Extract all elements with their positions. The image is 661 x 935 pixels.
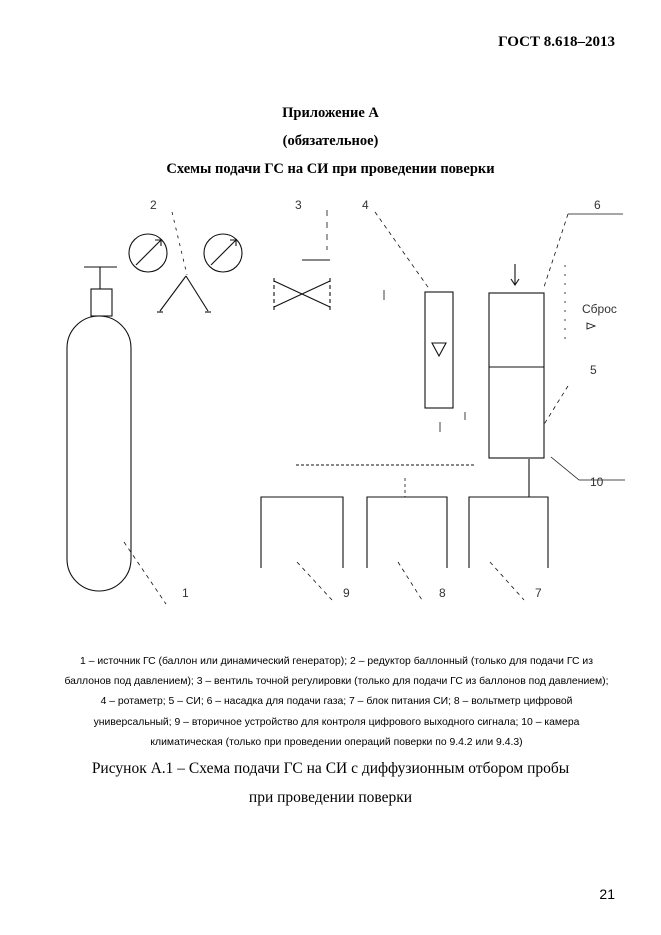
label-1: 1 xyxy=(182,586,189,600)
appendix-title: Приложение А xyxy=(282,105,379,121)
fine-valve-icon xyxy=(274,260,330,310)
appendix-status: (обязательное) xyxy=(282,133,379,149)
label-6: 6 xyxy=(594,198,601,212)
voltmeter-8 xyxy=(367,497,447,568)
page-number: 21 xyxy=(599,886,615,902)
leader-2 xyxy=(172,212,187,275)
instrument-icon xyxy=(489,293,544,458)
appendix-subtitle: Схемы подачи ГС на СИ при проведении поверки xyxy=(166,161,495,177)
figure-legend: 1 – источник ГС (баллон или динамический генератор); 2 – редуктор баллонный (только для подачи ГС из баллонов под давлением); 3 – вентиль точной регулировки (только для подачи ГС из баллонов под давлением); 4 – ротаметр; 5 – СИ; 6 – насадка для подачи газа; 7 – блок питания СИ; 8 – вольтметр цифровой универсальный; 9 – вторичное устройство для контроля цифрового выходного сигнала; 10 – камера климатическая (только при проведении операций поверки по 9.4.2 или 9.4.3) xyxy=(64,656,609,748)
leader-1 xyxy=(124,542,166,604)
standard-header: ГОСТ 8.618–2013 xyxy=(498,34,615,50)
gas-cylinder-icon xyxy=(67,267,131,591)
secondary-device-9 xyxy=(261,497,343,568)
power-supply-7 xyxy=(469,497,548,568)
label-5: 5 xyxy=(590,363,597,377)
pressure-gauge-icon xyxy=(204,234,242,272)
reducer-icon xyxy=(157,276,211,312)
pressure-gauge-icon xyxy=(129,234,167,272)
arrow-down-icon xyxy=(511,264,519,285)
leader-8 xyxy=(398,562,422,600)
label-2: 2 xyxy=(150,198,157,212)
label-9: 9 xyxy=(343,586,350,600)
label-8: 8 xyxy=(439,586,446,600)
leader-4 xyxy=(375,212,430,290)
label-3: 3 xyxy=(295,198,302,212)
leader-9 xyxy=(297,562,332,600)
gas-supply-diagram xyxy=(0,190,661,620)
vent-label: Сброс xyxy=(582,302,617,316)
arrow-right-icon xyxy=(587,323,595,329)
label-4: 4 xyxy=(362,198,369,212)
figure-caption-line-2: при проведении поверки xyxy=(248,789,413,806)
leader-5 xyxy=(543,386,568,426)
rotameter-icon xyxy=(425,292,453,408)
label-7: 7 xyxy=(535,586,542,600)
figure-caption-line-1: Рисунок А.1 – Схема подачи ГС на СИ с диффузионным отбором пробы xyxy=(91,760,570,777)
leader-7 xyxy=(490,562,524,600)
label-10: 10 xyxy=(590,475,604,489)
leader-6 xyxy=(543,214,568,290)
